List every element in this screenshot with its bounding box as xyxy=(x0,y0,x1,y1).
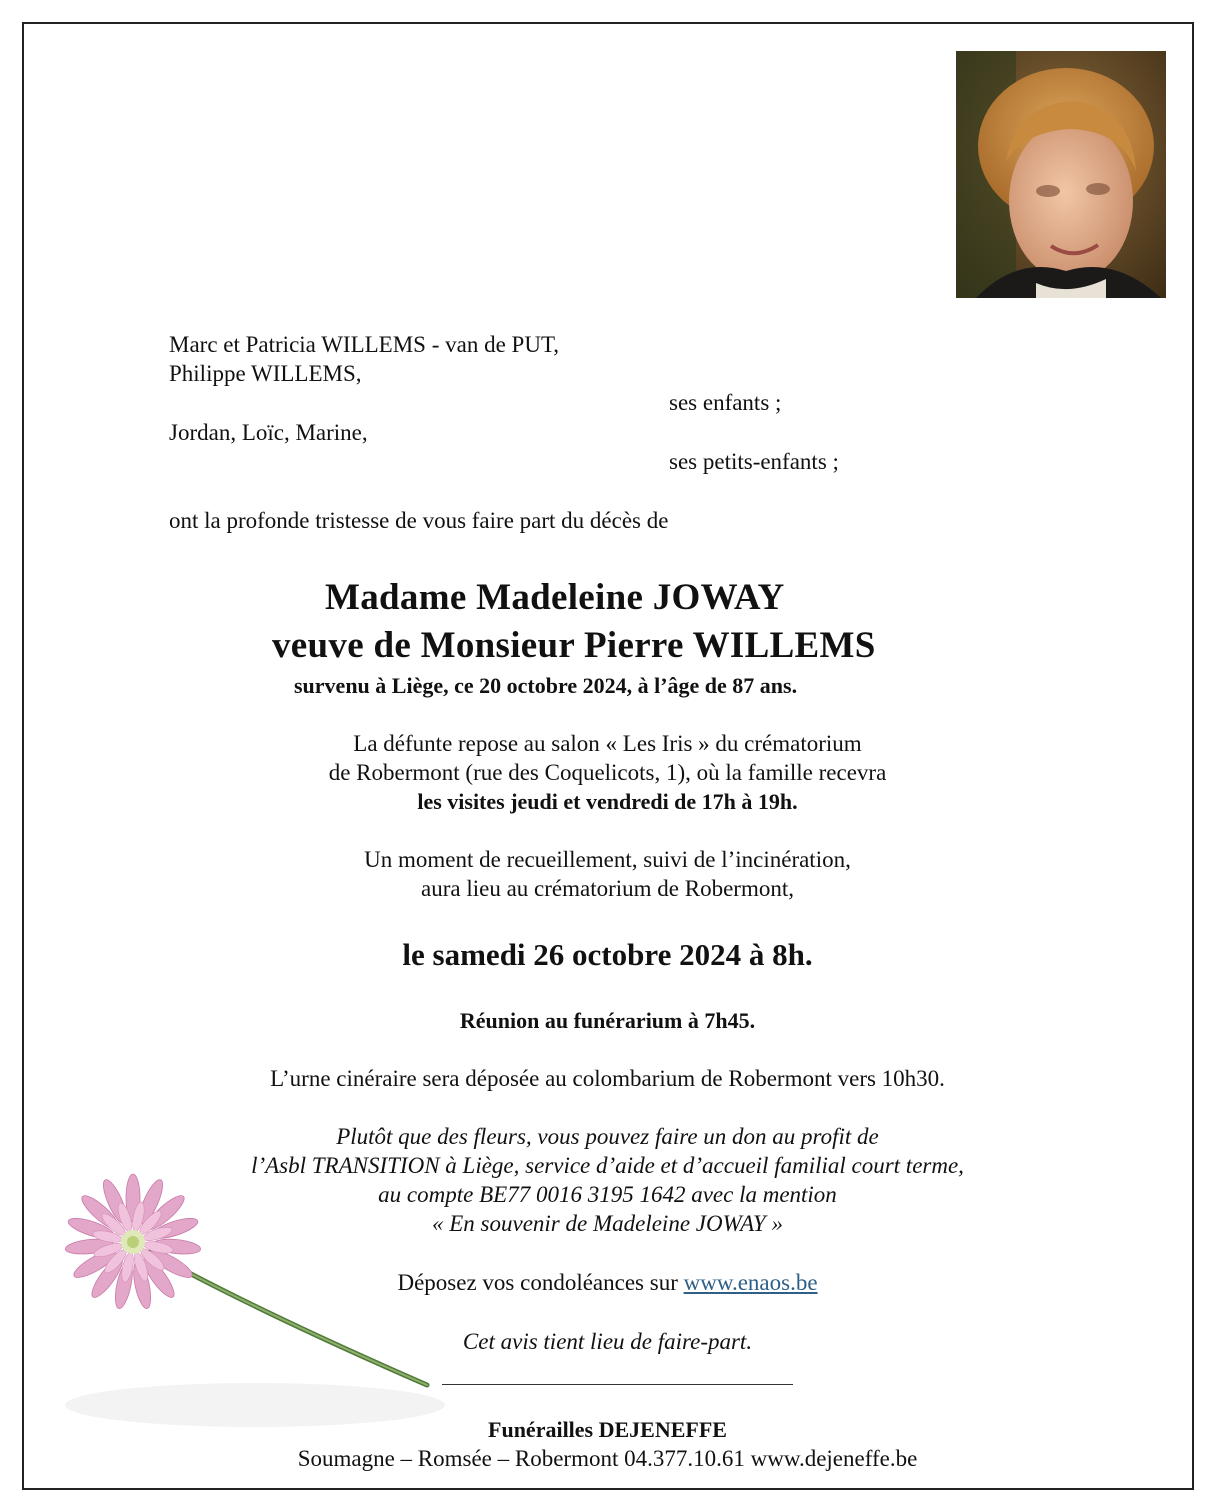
announcement-text: ont la profonde tristesse de vous faire part du décès de xyxy=(169,508,669,533)
donation-line-4: « En souvenir de Madeleine JOWAY » xyxy=(432,1211,783,1236)
donation-line-1: Plutôt que des fleurs, vous pouvez faire un don au profit de xyxy=(336,1124,879,1149)
notice-text: Cet avis tient lieu de faire-part. xyxy=(462,1329,753,1354)
flower-illustration xyxy=(55,1160,455,1450)
grandchildren-names: Jordan, Loïc, Marine, xyxy=(169,420,368,445)
visits-line-3: les visites jeudi et vendredi de 17h à 19h. xyxy=(417,789,798,814)
deceased-portrait xyxy=(956,51,1166,298)
ceremony-line-1: Un moment de recueillement, suivi de l’incinération, xyxy=(364,847,851,872)
ceremony-meeting: Réunion au funérarium à 7h45. xyxy=(459,1008,756,1033)
donation-line-3: au compte BE77 0016 3195 1642 avec la mention xyxy=(378,1182,837,1207)
funeral-home-contact: Soumagne – Romsée – Robermont 04.377.10.61 www.dejeneffe.be xyxy=(297,1446,918,1471)
urn-info: L’urne cinéraire sera déposée au colombarium de Robermont vers 10h30. xyxy=(270,1066,945,1091)
family-line-1: Marc et Patricia WILLEMS - van de PUT, xyxy=(169,332,560,357)
donation-line-2: l’Asbl TRANSITION à Liège, service d’aide et d’accueil familial court terme, xyxy=(251,1153,964,1178)
role-children: ses enfants ; xyxy=(669,390,782,415)
separator-line xyxy=(442,1384,793,1385)
condolences-link[interactable]: www.enaos.be xyxy=(683,1270,818,1295)
role-grandchildren: ses petits-enfants ; xyxy=(669,449,839,474)
visits-line-1: La défunte repose au salon « Les Iris » du crématorium xyxy=(353,731,862,756)
visits-line-2: de Robermont (rue des Coquelicots, 1), où la famille recevra xyxy=(328,760,887,785)
funeral-home-name: Funérailles DEJENEFFE xyxy=(488,1417,727,1442)
deceased-name: Madame Madeleine JOWAY xyxy=(325,577,785,618)
ceremony-line-2: aura lieu au crématorium de Robermont, xyxy=(421,876,794,901)
death-info: survenu à Liège, ce 20 octobre 2024, à l’âge de 87 ans. xyxy=(294,673,798,698)
ceremony-date: le samedi 26 octobre 2024 à 8h. xyxy=(402,937,813,972)
condolences-text: Déposez vos condoléances sur xyxy=(397,1270,684,1295)
deceased-widow-of: veuve de Monsieur Pierre WILLEMS xyxy=(272,625,876,666)
family-line-2: Philippe WILLEMS, xyxy=(169,361,362,386)
